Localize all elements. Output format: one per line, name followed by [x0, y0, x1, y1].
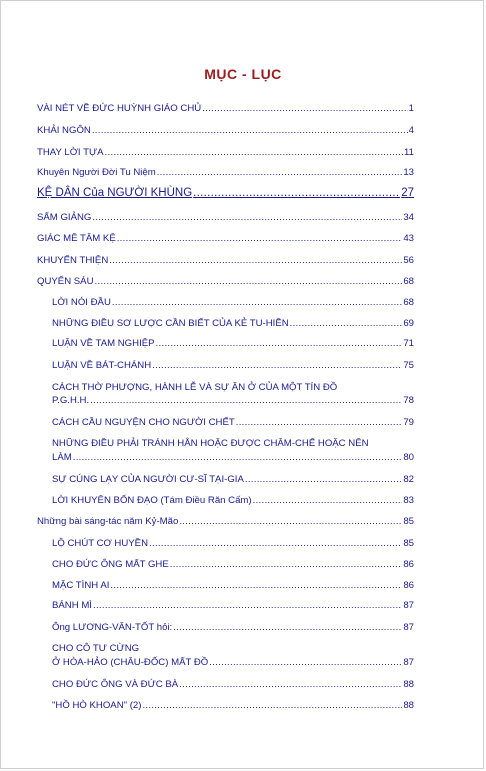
toc-entry-page: 75	[403, 360, 414, 371]
leader-dots	[152, 360, 402, 371]
toc-entry-label: "HỒ HÒ KHOAN" (2)	[52, 700, 142, 711]
leader-dots	[179, 679, 402, 690]
toc-entry-page: 43	[403, 233, 414, 244]
toc-entry-label: CHO ĐỨC ÔNG VÀ ĐỨC BÀ	[52, 679, 179, 690]
toc-entry[interactable]	[37, 103, 414, 114]
page-title: MỤC - LỤC	[204, 66, 282, 82]
toc-entry-page: 86	[403, 559, 414, 570]
toc-entry-label: THAY LỜI TỰA	[37, 147, 104, 158]
toc-subentry[interactable]	[52, 318, 414, 329]
toc-entry-label: MẶC TÌNH AI	[52, 580, 110, 591]
leader-dots	[179, 516, 402, 527]
toc-entry-page: 80	[403, 452, 414, 463]
toc-subentry[interactable]	[52, 538, 414, 549]
toc-entry-page: 88	[403, 700, 414, 711]
leader-dots	[105, 147, 403, 158]
toc-subentry[interactable]	[52, 360, 414, 371]
leader-dots	[73, 452, 403, 463]
toc-entry-label: KỆ DÂN Của NGƯỜI KHÙNG	[37, 187, 193, 199]
toc-entry-label: CHO ĐỨC ÔNG MẤT GHE	[52, 559, 169, 570]
toc-entry-label: LÀM	[52, 452, 72, 463]
leader-dots	[253, 495, 403, 506]
toc-entry-label: NHỮNG ĐIỀU SƠ LƯỢC CẦN BIẾT CỦA KẺ TU-HIỀN	[52, 318, 289, 329]
toc-entry[interactable]	[37, 212, 414, 223]
leader-dots	[110, 580, 402, 591]
toc-entry-page: 85	[403, 516, 414, 527]
toc-entry-page: 87	[403, 622, 414, 633]
toc-entry-page: 86	[403, 580, 414, 591]
toc-entry-page: 68	[403, 276, 414, 287]
toc-entry-label: CÁCH CẦU NGUYỆN CHO NGƯỜI CHẾT	[52, 417, 235, 428]
toc-entry-label: LỘ CHÚT CƠ HUYỀN	[52, 538, 149, 549]
leader-dots	[109, 255, 402, 266]
leader-dots	[92, 125, 408, 136]
leader-dots	[142, 700, 402, 711]
toc-entry-page: 13	[403, 167, 414, 178]
toc-subentry[interactable]	[52, 622, 414, 633]
toc-entry-label: LUẬN VỀ TAM NGHIỆP	[52, 338, 155, 349]
leader-dots	[209, 657, 402, 668]
toc-subentry[interactable]	[52, 580, 414, 591]
toc-subentry-line1: NHỮNG ĐIỀU PHẢI TRÁNH HẲN HOẶC ĐƯỢC CHÂM-CHẾ HOẶC NÊN	[52, 438, 369, 449]
toc-subentry[interactable]	[52, 679, 414, 690]
toc-entry-label: P.G.H.H.	[52, 395, 90, 406]
toc-entry-label: LỜI NÓI ĐẦU	[52, 297, 111, 308]
toc-entry-page: 34	[403, 212, 414, 223]
toc-entry-label: Ở HÒA-HẢO (CHÂU-ĐỐC) MẤT ĐỒ	[52, 657, 209, 668]
toc-subentry[interactable]	[52, 474, 414, 485]
toc-entry-page: 79	[403, 417, 414, 428]
leader-dots	[245, 474, 402, 485]
toc-entry-page: 88	[403, 679, 414, 690]
toc-entry-page: 11	[404, 147, 414, 158]
leader-dots	[90, 395, 402, 406]
toc-subentry[interactable]	[52, 417, 414, 428]
leader-dots	[193, 188, 400, 199]
toc-entry-page: 27	[401, 187, 414, 199]
toc-entry-label: LỜI KHUYÊN BỔN ĐẠO (Tám Điều Răn Cấm)	[52, 495, 252, 506]
toc-entry-page: 82	[403, 474, 414, 485]
toc-entry-label: KHẢI NGÔN	[37, 125, 91, 136]
toc-entry[interactable]	[37, 276, 414, 287]
toc-entry-label: GIÁC MÊ TÂM KỆ	[37, 233, 116, 244]
toc-subentry[interactable]	[52, 657, 414, 668]
toc-entry-label: Khuyên Người Đời Tu Niệm	[37, 167, 156, 178]
toc-entry-page: 68	[403, 297, 414, 308]
leader-dots	[236, 417, 403, 428]
toc-entry[interactable]	[37, 255, 414, 266]
toc-entry-page: 87	[403, 600, 414, 611]
toc-subentry[interactable]	[52, 600, 414, 611]
toc-entry-page: 56	[403, 255, 414, 266]
toc-entry[interactable]	[37, 516, 414, 527]
toc-entry-page: 69	[403, 318, 414, 329]
toc-entry[interactable]	[37, 147, 414, 158]
toc-subentry[interactable]	[52, 452, 414, 463]
leader-dots	[173, 622, 402, 633]
toc-entry-highlighted[interactable]	[37, 188, 414, 199]
leader-dots	[95, 276, 403, 287]
toc-subentry[interactable]	[52, 395, 414, 406]
toc-entry-label: KHUYẾN THIỆN	[37, 255, 109, 266]
toc-subentry[interactable]	[52, 297, 414, 308]
toc-entry-page: 78	[403, 395, 414, 406]
leader-dots	[92, 212, 402, 223]
toc-entry-label: Ông LƯƠNG-VĂN-TỐT hỏi:	[52, 622, 173, 633]
toc-entry-label: SỰ CÚNG LẠY CỦA NGƯỜI CƯ-SĨ TẠI-GIA	[52, 474, 244, 485]
toc-entry[interactable]	[37, 167, 414, 178]
toc-subentry-line1: CÁCH THỜ PHƯỢNG, HÀNH LỄ VÀ SỰ ĂN Ở CỦA MỘT TÍN ĐỒ	[52, 382, 338, 393]
toc-entry-page: 83	[403, 495, 414, 506]
toc-entry-page: 4	[408, 125, 414, 136]
toc-entry-label: SẤM GIẢNG	[37, 212, 92, 223]
toc-entry-label: QUYỂN SÁU	[37, 276, 94, 287]
leader-dots	[290, 318, 403, 329]
toc-subentry[interactable]	[52, 700, 414, 711]
toc-entry[interactable]	[37, 233, 414, 244]
toc-subentry[interactable]	[52, 495, 414, 506]
toc-entry-label: BÁNH MÌ	[52, 600, 92, 611]
toc-entry-label: VÀI NÉT VỀ ĐỨC HUỲNH GIÁO CHỦ	[37, 103, 202, 114]
toc-entry-page: 87	[403, 657, 414, 668]
leader-dots	[149, 538, 402, 549]
toc-subentry[interactable]	[52, 559, 414, 570]
toc-subentry-line1: CHO CÔ TƯ CỪNG	[52, 643, 140, 654]
toc-entry-page: 85	[403, 538, 414, 549]
toc-entry-page: 71	[403, 338, 414, 349]
leader-dots	[157, 167, 403, 178]
leader-dots	[93, 600, 402, 611]
leader-dots	[117, 233, 403, 244]
toc-entry-label: Những bài sáng-tác năm Kỷ-Mão	[37, 516, 179, 527]
leader-dots	[202, 103, 407, 114]
toc-entry-label: LUẬN VỀ BÁT-CHÁNH	[52, 360, 152, 371]
leader-dots	[112, 297, 402, 308]
toc-subentry[interactable]	[52, 338, 414, 349]
toc-entry-page: 1	[408, 103, 414, 114]
toc-entry[interactable]	[37, 125, 414, 136]
leader-dots	[170, 559, 403, 570]
leader-dots	[156, 338, 403, 349]
